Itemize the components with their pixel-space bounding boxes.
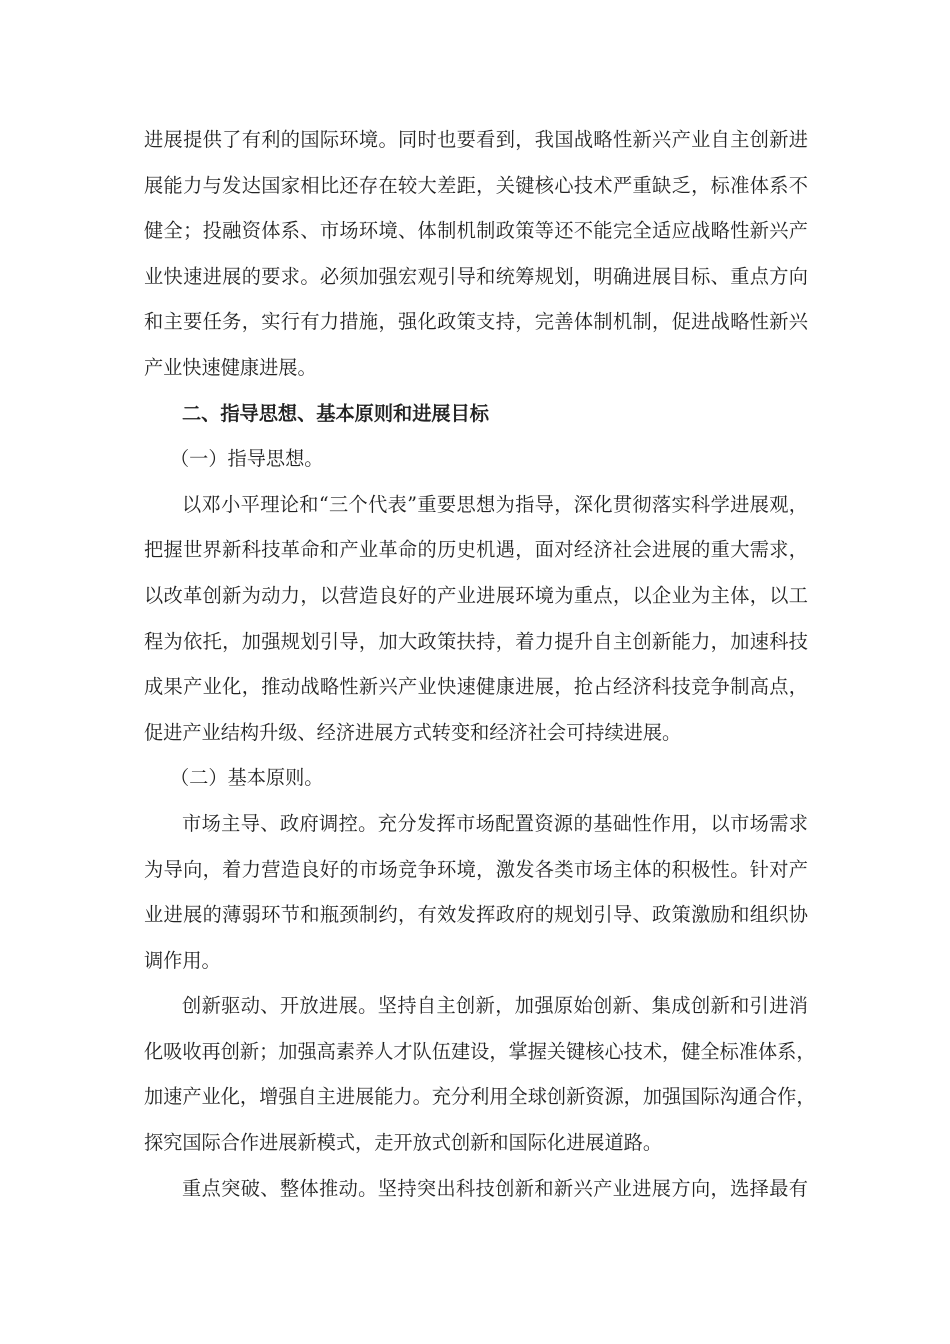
text-line: 探究国际合作进展新模式，走开放式创新和国际化进展道路。 (144, 1131, 663, 1155)
subsection-heading-guiding-thought (144, 436, 808, 482)
text-line: 促进产业结构升级、经济进展方式转变和经济社会可持续进展。 (144, 720, 682, 744)
document-body (144, 117, 816, 1211)
text-line: 业进展的薄弱环节和瓶颈制约，有效发挥政府的规划引导、政策激励和组织协 (144, 903, 808, 927)
subsection-heading-text: （二）基本原则。 (170, 766, 324, 790)
text-line: 产业快速健康进展。 (144, 355, 317, 379)
text-line: 化吸收再创新；加强高素养人才队伍建设，掌握关键核心技术，健全标准体系， (144, 1039, 816, 1063)
text-line: 加速产业化，增强自主进展能力。充分利用全球创新资源，加强国际沟通合作， (144, 1085, 816, 1109)
text-line: 以邓小平理论和“三个代表”重要思想为指导，深化贯彻落实科学进展观， (182, 492, 808, 516)
subsection-heading-text: （一）指导思想。 (170, 447, 324, 471)
text-line: 以改革创新为动力，以营造良好的产业进展环境为重点，以企业为主体，以工 (144, 583, 808, 607)
paragraph-innovation-driven (144, 983, 816, 1165)
text-line: 程为依托，加强规划引导，加大政策扶持，着力提升自主创新能力，加速科技 (144, 629, 808, 653)
section-heading (144, 391, 808, 437)
text-line: 市场主导、政府调控。充分发挥市场配置资源的基础性作用，以市场需求 (182, 811, 808, 835)
text-line: 健全；投融资体系、市场环境、体制机制政策等还不能完全适应战略性新兴产 (144, 219, 808, 243)
section-heading-text: 二、指导思想、基本原则和进展目标 (182, 401, 489, 425)
text-line: 把握世界新科技革命和产业革命的历史机遇，面对经济社会进展的重大需求， (144, 538, 808, 562)
text-line: 重点突破、整体推动。坚持突出科技创新和新兴产业进展方向，选择最有 (182, 1176, 808, 1200)
text-line: 业快速进展的要求。必须加强宏观引导和统筹规划，明确进展目标、重点方向 (144, 264, 808, 288)
text-line: 创新驱动、开放进展。坚持自主创新，加强原始创新、集成创新和引进消 (182, 994, 808, 1018)
paragraph-guiding-thought (144, 482, 808, 756)
text-line: 和主要任务，实行有力措施，强化政策支持，完善体制机制，促进战略性新兴 (144, 310, 808, 334)
paragraph-intro-continuation (144, 117, 808, 391)
text-line: 调作用。 (144, 948, 221, 972)
text-line: 进展提供了有利的国际环境。同时也要看到，我国战略性新兴产业自主创新进 (144, 128, 808, 151)
paragraph-key-breakthrough (144, 1166, 808, 1212)
subsection-heading-basic-principles (144, 755, 808, 801)
paragraph-market-led (144, 801, 808, 983)
text-line: 成果产业化，推动战略性新兴产业快速健康进展，抢占经济科技竞争制高点， (144, 675, 808, 699)
text-line: 为导向，着力营造良好的市场竞争环境，激发各类市场主体的积极性。针对产 (144, 857, 808, 881)
text-line: 展能力与发达国家相比还存在较大差距，关键核心技术严重缺乏，标准体系不 (144, 173, 808, 197)
